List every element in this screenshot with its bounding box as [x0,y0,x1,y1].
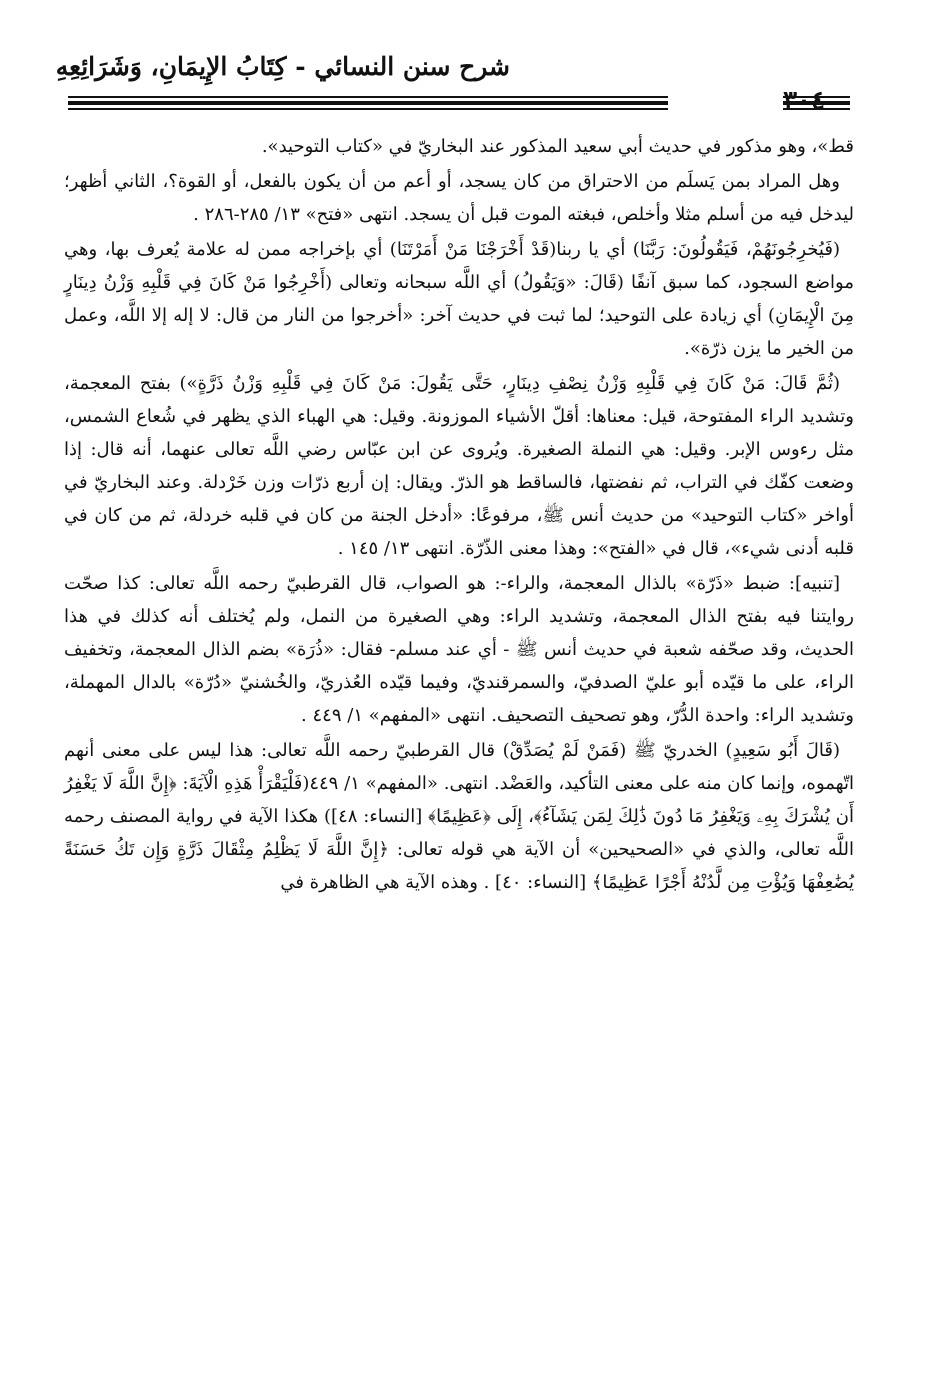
header-rule-short-middle [783,101,850,105]
header-rule-short-top [783,96,850,98]
running-header-title: شرح سنن النسائي - كِتَابُ الإِيمَانِ، وَشَرَائِعِهِ [55,52,510,81]
paragraph: قط»، وهو مذكور في حديث أبي سعيد المذكور عند البخاريّ في «كتاب التوحيد». [261,136,854,157]
paragraph: [تنبيه]: ضبط «ذَرّة» بالذال المعجمة، والراء-: هو الصواب، قال القرطبيّ رحمه اللَّه تعالى: كذا صحّت روايتنا فيه بفتح الذال المعجمة، وتشديد الراء: وهي الصغيرة من النمل، ولم يُختلف أنه كذلك في هذا الحديث، وقد صحّفه شعبة في حديث أنس ﷺ - أي عند مسلم- فقال: «ذُرَة» بضم الذال المعجمة، وتخفيف الراء، على ما قيّده أبو عليّ الصدفيّ، والسمرقنديّ، وفيما قيّده العُذريّ، والخُشنيّ «دُرّة» بالدال المهملة، وتشديد الراء: واحدة الدُّرّ، وهو تصحيف التصحيف. انتهى «المفهم» ١/ ٤٤٩ . [64,573,854,726]
paragraph: (فَيُخرِجُونَهُمْ، فَيَقُولُونَ: رَبَّنَا) أي يا ربنا(قَدْ أَخْرَجْنَا مَنْ أَمَرْتَنَا) أي بإخراجه ممن له علامة يُعرف بها، وهي مواضع السجود، كما سبق آنفًا (قَالَ: «وَيَقُولُ) أي اللَّه سبحانه وتعالى (أَخْرِجُوا مَنْ كَانَ فِي قَلْبِهِ وَزْنُ دِينَارٍ مِنَ الْإِيمَانِ) أي زيادة على التوحيد؛ لما ثبت في حديث آخر: «أخرجوا من النار من قال: لا إله إلا اللَّه، وعمل من الخير ما يزن ذرّة». [64,239,854,359]
header-rule-line-top [68,96,668,98]
header-rule-short-bottom [783,108,850,110]
body-text [64,130,854,901]
paragraph: (قَالَ أَبُو سَعِيدٍ) الخدريّ ﷺ (فَمَنْ لَمْ يُصَدِّقْ) قال القرطبيّ رحمه اللَّه تعالى: هذا ليس على معنى أنهم اتّهموه، وإنما كان منه على معنى التأكيد، والعَضْد. انتهى. «المفهم» ١/ ٤٤٩(فَلْيَقْرَأْ هَذِهِ الْآيَةَ: ﴿إِنَّ اللَّهَ لَا يَغْفِرُ أَن يُشْرَكَ بِهِۦ وَيَغْفِرُ مَا دُونَ ذَٰلِكَ لِمَن يَشَآءُ﴾، إِلَى ﴿عَظِيمًا﴾ [النساء: ٤٨]) هكذا الآية في رواية المصنف رحمه اللَّه تعالى، والذي في «الصحيحين» أن الآية هي قوله تعالى: ﴿إِنَّ اللَّهَ لَا يَظْلِمُ مِثْقَالَ ذَرَّةٍ وَإِن تَكُ حَسَنَةً يُضَٰعِفْهَا وَيُؤْتِ مِن لَّدُنْهُ أَجْرًا عَظِيمًا﴾ [النساء: ٤٠] . وهذه الآية هي الظاهرة في [64,740,854,893]
paragraph: (ثُمَّ قَالَ: مَنْ كَانَ فِي قَلْبِهِ وَزْنُ نِصْفِ دِينَارٍ، حَتَّى يَقُولَ: مَنْ كَانَ فِي قَلْبِهِ وَزْنُ ذَرَّةٍ») بفتح المعجمة، وتشديد الراء المفتوحة، قيل: معناها: أقلّ الأشياء الموزونة. وقيل: هي الهباء الذي يظهر في شُعاع الشمس، مثل رءوس الإبر. وقيل: هي النملة الصغيرة. ويُروى عن ابن عبّاس رضي اللَّه تعالى عنهما، أنه قال: إذا وضعت كفّك في التراب، ثم نفضتها، فالساقط هو الذرّ. ويقال: إن أربع ذرّات وزن خَرْدلة. وعند البخاريّ في أواخر «كتاب التوحيد» من حديث أنس ﷺ، مرفوعًا: «أدخل الجنة من كان في قلبه خردلة، ثم من كان في قلبه أدنى شيء»، قال في «الفتح»: وهذا معنى الذّرّة. انتهى ١٣/ ١٤٥ . [64,373,854,559]
header-rule-line-bottom [68,108,668,110]
header-rule [68,96,850,110]
header-rule-line-middle [68,101,668,105]
paragraph: وهل المراد بمن يَسلَم من الاحتراق من كان يسجد، أو أعم من أن يكون بالفعل، أو القوة؟، الثاني أظهر؛ ليدخل فيه من أسلم مثلا وأخلص، فبغته الموت قبل أن يسجد. انتهى «فتح» ١٣/ ٢٨٥-٢٨٦ . [64,171,854,225]
